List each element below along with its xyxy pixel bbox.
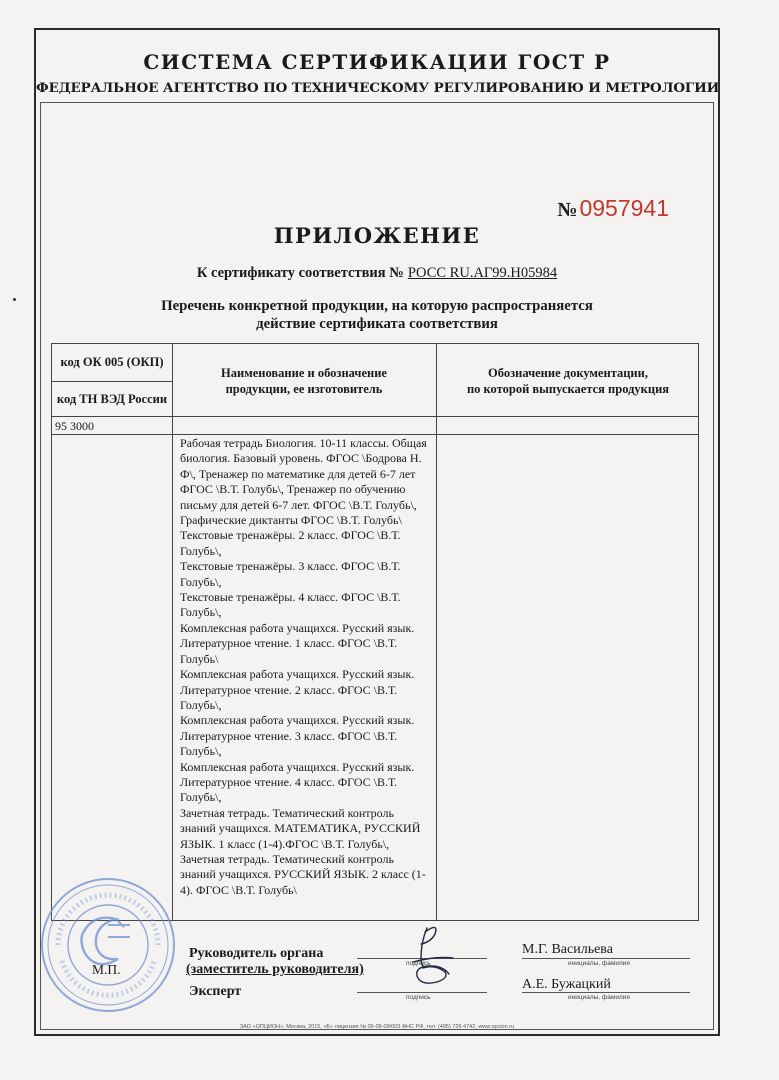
table-col-divider-2 bbox=[436, 344, 437, 920]
list-item: Комплексная работа учащихся. Русский язык. Литературное чтение. 4 класс. ФГОС \В.Т. Голубь\, bbox=[180, 759, 415, 805]
list-item: Текстовые тренажёры. 4 класс. ФГОС \В.Т. Голубь\, bbox=[180, 590, 401, 620]
products-table bbox=[51, 343, 699, 921]
tnved-code-header: код ТН ВЭД России bbox=[56, 392, 168, 406]
expert-signature-line bbox=[357, 992, 487, 993]
stamp-place-label: М.П. bbox=[92, 962, 121, 977]
list-heading bbox=[41, 297, 713, 333]
printer-imprint: ЗАО «ОПЦИОН», Москва, 2015, «Б» лицензия № 05-05-09/003 ФНС РФ, тел. (495) 726 4742, www.opcion.ru bbox=[239, 1024, 515, 1030]
product-name-header-line1: Наименование и обозначение bbox=[221, 366, 387, 380]
documentation-header-line1: Обозначение документации, bbox=[488, 366, 648, 380]
handwritten-signature-icon bbox=[395, 918, 475, 988]
certificate-code: РОСС RU.АГ99.Н05984 bbox=[407, 265, 558, 281]
list-heading-line2: действие сертификата соответствия bbox=[256, 316, 498, 332]
okp-code-header: код ОК 005 (ОКП) bbox=[60, 355, 164, 369]
head-name-line bbox=[522, 958, 690, 959]
page-speck bbox=[13, 298, 16, 301]
expert-name: А.Е. Бужацкий bbox=[522, 977, 611, 992]
official-stamp-icon bbox=[38, 875, 178, 1015]
head-signature-caption: подпись bbox=[406, 960, 431, 967]
head-initials-caption: инициалы, фамилия bbox=[568, 960, 630, 967]
certificate-reference-label: К сертификату соответствия № bbox=[196, 265, 404, 281]
list-item: Зачетная тетрадь. Тематический контроль знаний учащихся. РУССКИЙ ЯЗЫК. 2 класс (1-4). ФГОС \В.Т. Голубь\ bbox=[180, 851, 426, 897]
code-header-divider bbox=[52, 381, 172, 382]
number-value: 0957941 bbox=[579, 195, 669, 221]
list-item: Текстовые тренажёры. 3 класс. ФГОС \В.Т. Голубь\, bbox=[180, 559, 401, 589]
expert-initials-caption: инициалы, фамилия bbox=[568, 994, 630, 1001]
list-item: Комплексная работа учащихся. Русский язык. Литературное чтение. 1 класс. ФГОС \В.Т. Голубь\ bbox=[180, 620, 415, 666]
table-col-divider-1 bbox=[172, 344, 173, 920]
form-number bbox=[557, 195, 669, 222]
product-code: 95 3000 bbox=[55, 419, 94, 433]
code-row-line bbox=[52, 434, 698, 435]
expert-label: Эксперт bbox=[189, 984, 242, 999]
list-item: Рабочая тетрадь Биология. 10-11 классы. Общая биология. Базовый уровень. ФГОС \Бодрова Н. Ф\, Тренажер по математике для детей 6-7 лет ФГОС \В.Т. Голубь\, Тренажер по обучению письму для детей 6-7 лет. ФГОС \В.Т. Голубь\, Графические диктанты ФГОС \В.Т. Голубь\ bbox=[180, 436, 427, 528]
product-name-header bbox=[172, 365, 436, 397]
list-heading-line1: Перечень конкретной продукции, на которую распространяется bbox=[161, 298, 593, 314]
number-sign: № bbox=[557, 199, 578, 221]
head-of-body-label: Руководитель органа bbox=[189, 946, 324, 961]
product-list bbox=[180, 436, 432, 898]
list-item: Зачетная тетрадь. Тематический контроль знаний учащихся. МАТЕМАТИКА, РУССКИЙ ЯЗЫК. 1 класс (1-4).ФГОС \В.Т. Голубь\, bbox=[180, 805, 421, 851]
header-bottom-line bbox=[52, 416, 698, 417]
deputy-label: (заместитель руководителя) bbox=[186, 962, 364, 977]
product-name-header-line2: продукции, ее изготовитель bbox=[225, 382, 383, 396]
list-item: Комплексная работа учащихся. Русский язык. Литературное чтение. 2 класс. ФГОС \В.Т. Голубь\, bbox=[180, 667, 415, 712]
certificate-reference bbox=[41, 265, 713, 282]
system-title: СИСТЕМА СЕРТИФИКАЦИИ ГОСТ Р bbox=[143, 50, 611, 74]
list-item: Комплексная работа учащихся. Русский язык. Литературное чтение. 3 класс. ФГОС \В.Т. Голубь\, bbox=[180, 713, 415, 759]
head-name: М.Г. Васильева bbox=[522, 942, 613, 957]
documentation-header bbox=[436, 365, 700, 397]
documentation-header-line2: по которой выпускается продукция bbox=[466, 382, 670, 396]
appendix-title: ПРИЛОЖЕНИЕ bbox=[273, 223, 481, 248]
list-item: Текстовые тренажёры. 2 класс. ФГОС \В.Т. Голубь\, bbox=[180, 528, 401, 558]
expert-signature-caption: подпись bbox=[406, 994, 431, 1001]
agency-name: ФЕДЕРАЛЬНОЕ АГЕНТСТВО ПО ТЕХНИЧЕСКОМУ РЕГУЛИРОВАНИЮ И МЕТРОЛОГИИ bbox=[36, 80, 720, 96]
